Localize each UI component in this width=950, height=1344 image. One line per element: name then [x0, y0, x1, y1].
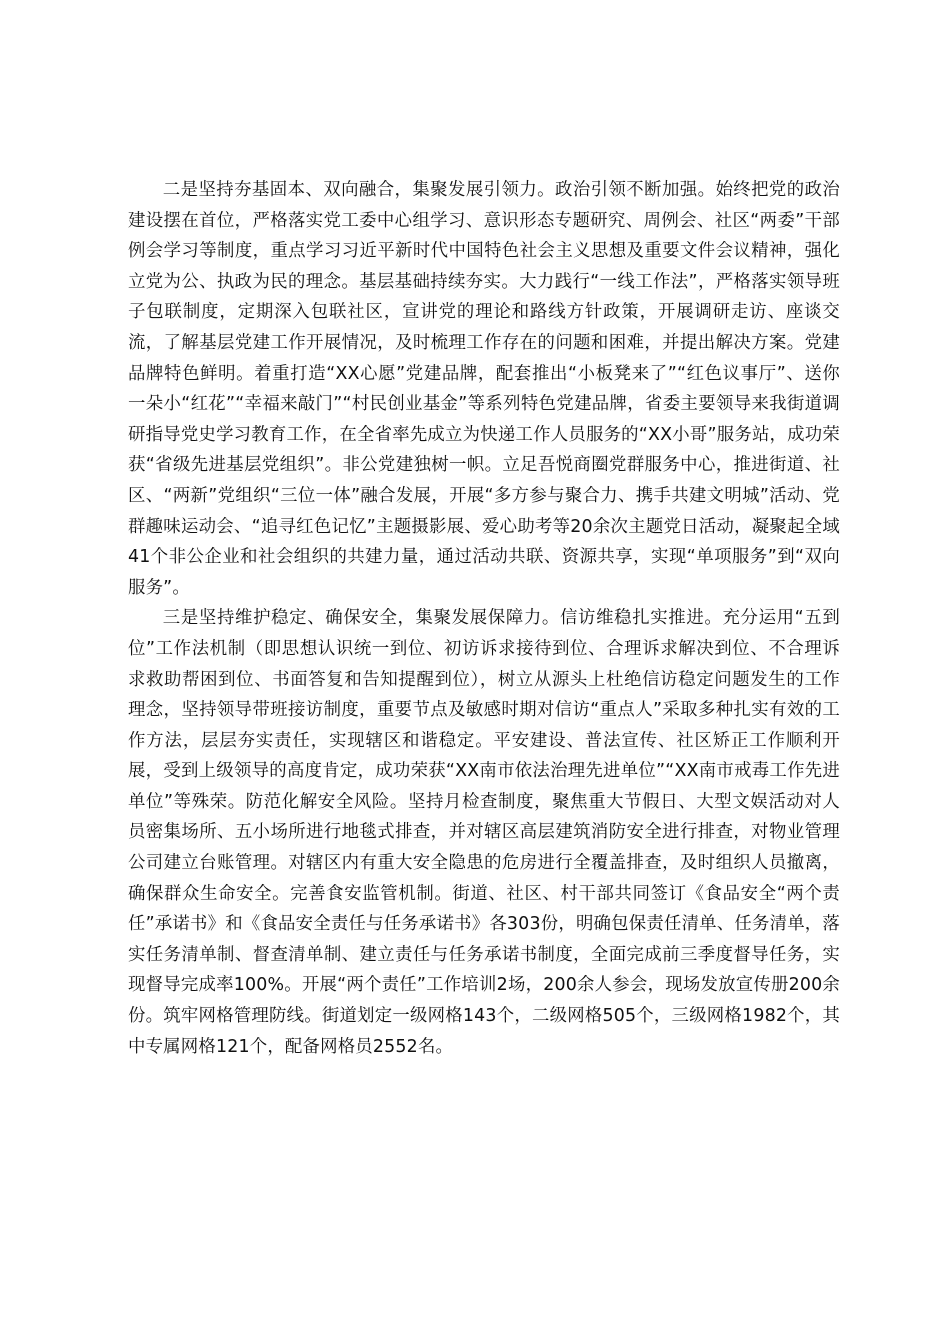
paragraph-stability-safety: 三是坚持维护稳定、确保安全，集聚发展保障力。信访维稳扎实推进。充分运用“五到位”工作法机制（即思想认识统一到位、初访诉求接待到位、合理诉求解决到位、不合理诉求救助帮困到位、书面答复和告知提醒到位），树立从源头上杜绝信访稳定问题发生的工作理念，坚持领导带班接访制度，重要节点及敏感时期对信访“重点人”采取多种扎实有效的工作方法，层层夯实责任，实现辖区和谐稳定。平安建设、普法宣传、社区矫正工作顺利开展，受到上级领导的高度肯定，成功荣获“XX南市依法治理先进单位”“XX南市戒毒工作先进单位”等殊荣。防范化解安全风险。坚持月检查制度，聚焦重大节假日、大型文娱活动对人员密集场所、五小场所进行地毯式排查，并对辖区高层建筑消防安全进行排查，对物业管理公司建立台账管理。对辖区内有重大安全隐患的危房进行全覆盖排查，及时组织人员撤离，确保群众生命安全。完善食安监管机制。街道、社区、村干部共同签订《食品安全“两个责任”承诺书》和《食品安全责任与任务承诺书》各303份，明确包保责任清单、任务清单，落实任务清单制、督查清单制、建立责任与任务承诺书制度，全面完成前三季度督导任务，实现督导完成率100%。开展“两个责任”工作培训2场，200余人参会，现场发放宣传册200余份。筑牢网格管理防线。街道划定一级网格143个，二级网格505个，三级网格1982个，其中专属网格121个，配备网格员2552名。 — [128, 608, 840, 1057]
document-body — [128, 175, 840, 1062]
paragraph-party-building: 二是坚持夯基固本、双向融合，集聚发展引领力。政治引领不断加强。始终把党的政治建设摆在首位，严格落实党工委中心组学习、意识形态专题研究、周例会、社区“两委”干部例会学习等制度，重点学习习近平新时代中国特色社会主义思想及重要文件会议精神，强化立党为公、执政为民的理念。基层基础持续夯实。大力践行“一线工作法”，严格落实领导班子包联制度，定期深入包联社区，宣讲党的理论和路线方针政策，开展调研走访、座谈交流，了解基层党建工作开展情况，及时梳理工作存在的问题和困难，并提出解决方案。党建品牌特色鲜明。着重打造“XX心愿”党建品牌，配套推出“小板凳来了”“红色议事厅”、送你一朵小“红花”“幸福来敲门”“村民创业基金”等系列特色党建品牌，省委主要领导来我街道调研指导党史学习教育工作，在全省率先成立为快递工作人员服务的“XX小哥”服务站，成功荣获“省级先进基层党组织”。非公党建独树一帜。立足吾悦商圈党群服务中心，推进街道、社区、“两新”党组织“三位一体”融合发展，开展“多方参与聚合力、携手共建文明城”活动、党群趣味运动会、“追寻红色记忆”主题摄影展、爱心助考等20余次主题党日活动，凝聚起全域41个非公企业和社会组织的共建力量，通过活动共联、资源共享，实现“单项服务”到“双向服务”。 — [128, 180, 840, 598]
